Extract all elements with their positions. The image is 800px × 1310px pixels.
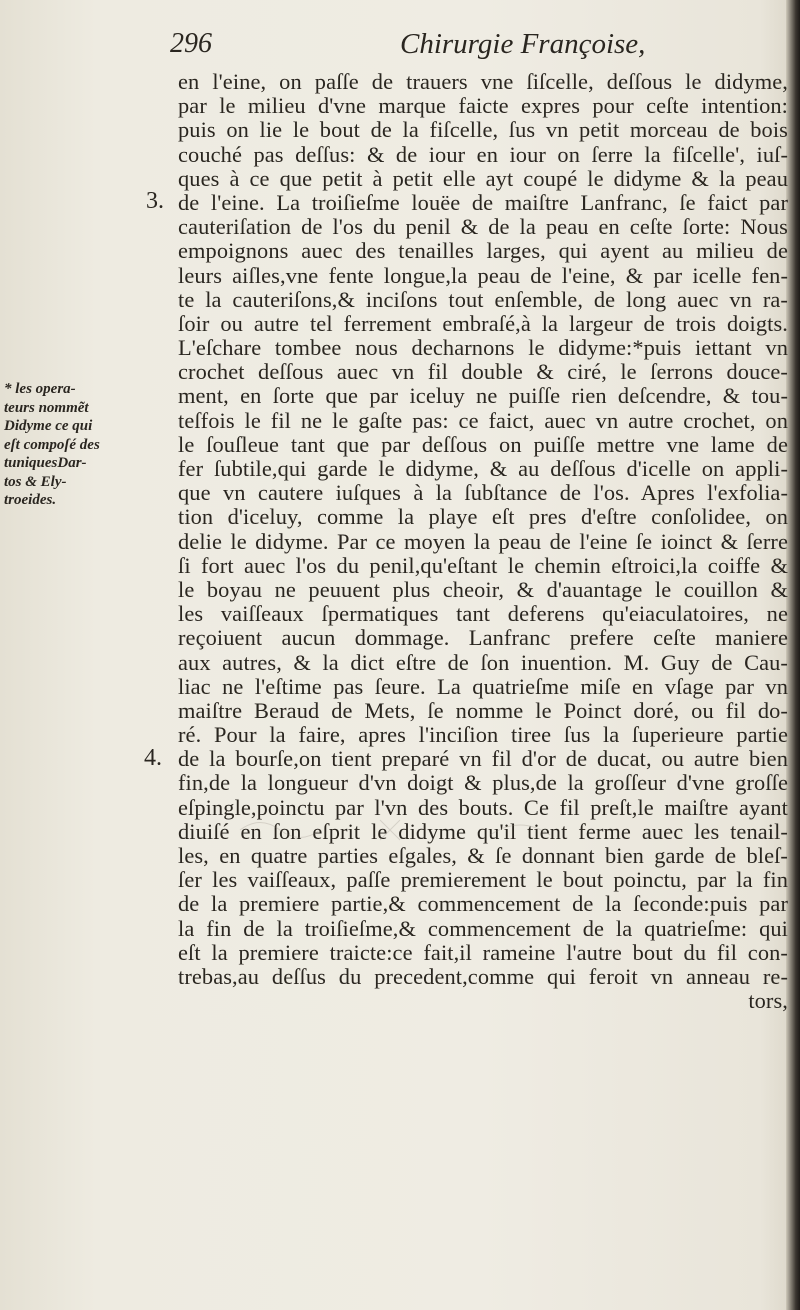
margin-note-line: eſt compoſé des [4,436,100,453]
text-line: la fin de la troiſieſme,& commencement de la quatrieſme: qui [178,915,788,941]
text-line: fer ſubtile,qui garde le didyme, & au deſſous d'icelle on appli- [178,456,788,481]
text-line: delie le didyme. Par ce moyen la peau de l'eine ſe ioinct & ſerre [178,528,788,554]
margin-note-line: troeides. [4,492,57,508]
text-line: ſi fort auec l'os du penil,qu'eſtant le chemin eſtroici,la coiffe & [178,552,788,578]
margin-note [4,380,178,510]
text-line: teſfois le fil ne le gaſte pas: ce faict, auec vn autre crochet, on [178,407,788,433]
text-line: ſoir ou autre tel ferrement embraſé,à la largeur de trois doigts. [178,310,788,336]
text-line: maiſtre Beraud de Mets, ſe nomme le Poinct doré, ou fil do- [178,697,788,723]
margin-note-line: tos & Ely- [4,473,67,490]
running-title: Chirurgie Françoise, [400,28,646,60]
section-marker-3: 3. [146,188,164,214]
text-line: les vaiſſeaux ſpermatiques tant deferens qu'eiaculatoires, ne [178,601,788,627]
text-line: eſpingle,poinctu par l'vn des bouts. Ce fil preſt,le maiſtre ayant [178,794,788,820]
text-line: trebas,au deſſus du precedent,comme qui feroit vn anneau re- [178,963,788,989]
text-line: les, en quatre parties eſgales, & ſe donnant bien garde de bleſ- [178,843,788,868]
margin-note-line: * les opera- [4,381,76,397]
section-marker-4: 4. [144,745,162,771]
text-line: ſer les vaiſſeaux, paſſe premierement le bout poinctu, par la fin [178,867,788,893]
text-line: de l'eine. La troiſieſme louëe de maiſtre Lanfranc, ſe faict par [178,189,788,215]
text-line: ment, en ſorte que par iceluy ne puiſſe rien deſcendre, & tou- [178,383,788,409]
text-line: en l'eine, on paſſe de trauers vne ſiſcelle, deſſous le didyme, [178,69,788,94]
text-line: L'eſchare tombee nous decharnons le didyme:*puis iettant vn [178,335,788,361]
text-line: que vn cautere iuſques à la ſubſtance de l'os. Apres l'exfolia- [178,480,788,506]
text-line: crochet deſſous auec vn fil double & ciré, le ſerrons douce- [178,359,788,385]
text-line: le ſouſleue tant que par deſſous on puiſſe mettre vne lame de [178,431,788,457]
text-line: ré. Pour la faire, apres l'inciſion tiree ſus la ſuperieure partie [178,722,788,748]
text-line: de la bourſe,on tient preparé vn fil d'or de ducat, ou autre bien [178,746,788,772]
text-line: cauteriſation de l'os du penil & de la peau en ceſte ſorte: Nous [178,214,788,240]
text-line: de la premiere partie,& commencement de la ſeconde:puis par [178,891,788,917]
text-line: aux autres, & la dict eſtre de ſon inuention. M. Guy de Cau- [178,649,788,675]
text-line: par le milieu d'vne marque faicte expres pour ceſte intention: [178,93,788,119]
page-binding-edge [786,0,800,1310]
text-line: liac ne l'eſtime pas ſeure. La quatrieſme miſe en vſage par vn [178,673,788,699]
text-line: tion d'iceluy, comme la playe eſt pres d'eſtre conſolidee, on [178,504,788,530]
text-line: eſt la premiere traicte:ce fait,il rameine l'autre bout du fil con- [178,939,788,965]
text-line: diuiſé en ſon eſprit le didyme qu'il tient ferme auec les tenail- [178,818,788,844]
catchword: tors, [748,988,788,1014]
text-line: le boyau ne peuuent plus cheoir, & d'auantage le couillon & [178,576,788,602]
text-line: puis on lie le bout de la fiſcelle, ſus vn petit morceau de bois [178,117,788,143]
margin-note-line: teurs nommẽt [4,399,89,416]
page-header [170,28,770,68]
text-line: fin,de la longueur d'vn doigt & plus,de la groſſeur d'vne groſſe [178,770,788,796]
text-line: empoignons auec des tenailles larges, qui ayent au milieu de [178,238,788,264]
text-line: leurs aiſles,vne fente longue,la peau de l'eine, & par icelle fen- [178,262,788,288]
text-line: couché pas deſſus: & de iour en iour on ſerre la fiſcelle', iuſ- [178,141,788,167]
text-line: reçoiuent aucun dommage. Lanfranc prefere ceſte maniere [178,625,788,651]
bleed-through-marks [230,800,650,860]
margin-note-line: Didyme ce qui [4,418,93,434]
text-line: ques à ce que petit à petit elle ayt coupé le didyme & la peau [178,165,788,191]
body-text [178,70,788,1013]
page-number: 296 [170,28,212,59]
margin-note-line: tuniquesDar- [4,455,87,471]
text-line: te la cauteriſons,& inciſons tout enſemble, de long auec vn ra- [178,286,788,312]
